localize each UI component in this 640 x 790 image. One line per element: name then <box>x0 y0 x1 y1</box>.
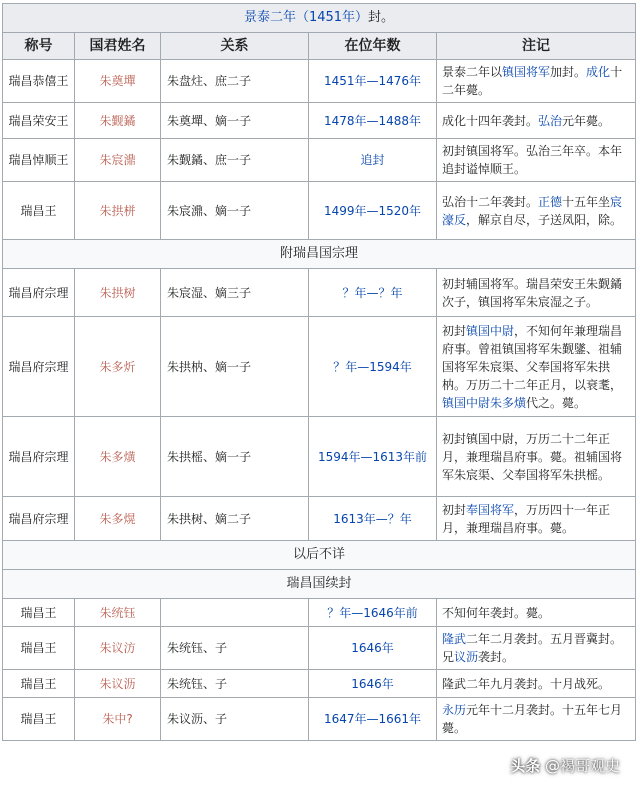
row-relation: 朱统钰、子 <box>161 670 309 698</box>
notes-text: 初封镇国中尉，万历二十二年正月，兼理瑞昌府事。薨。祖辅国将军朱宸渠、父奉国将军朱拱榣。 <box>442 431 623 482</box>
notes-link[interactable]: 镇国将军 <box>502 65 551 79</box>
header-years: 在位年数 <box>309 33 437 60</box>
notes-text: 初封辅国将军。瑞昌荣安王朱觐鐍次子，镇国将军朱宸湿之子。 <box>442 276 623 309</box>
row-title: 瑞昌悼顺王 <box>3 139 75 182</box>
row-notes <box>437 139 636 182</box>
notes-text: 袭封。 <box>478 650 515 664</box>
row-notes <box>437 698 636 741</box>
notes-text: 成化十四年袭封。 <box>442 113 539 128</box>
row-title: 瑞昌王 <box>3 670 75 698</box>
row-relation: 朱觐鐍、庶一子 <box>161 139 309 182</box>
row-relation: 朱拱树、嫡二子 <box>161 497 309 541</box>
header-row <box>3 33 636 60</box>
row-notes <box>437 627 636 670</box>
row-relation: 朱统钰、子 <box>161 627 309 670</box>
row-years: ？年—1594年 <box>309 317 437 417</box>
row-ruler-name[interactable]: 朱拱树 <box>75 269 161 317</box>
table-row <box>3 670 636 698</box>
section-row <box>3 570 636 599</box>
row-years: 1647年—1661年 <box>309 698 437 741</box>
table-row <box>3 60 636 103</box>
table-row <box>3 417 636 497</box>
row-relation: 朱宸湿、嫡三子 <box>161 269 309 317</box>
notes-text: 元年薨。 <box>562 113 611 128</box>
row-title: 瑞昌王 <box>3 627 75 670</box>
row-years: 1499年—1520年 <box>309 182 437 240</box>
row-ruler-name[interactable]: 朱拱栟 <box>75 182 161 240</box>
row-notes <box>437 670 636 698</box>
row-title: 瑞昌王 <box>3 698 75 741</box>
row-title: 瑞昌府宗理 <box>3 497 75 541</box>
row-notes <box>437 497 636 541</box>
notes-link[interactable]: 朱多熿 <box>490 395 527 410</box>
notes-text: 弘治十二年袭封。 <box>442 194 539 209</box>
section-row <box>3 541 636 570</box>
notes-text: ，解京自尽，子送凤阳，除。 <box>466 212 623 227</box>
header-title: 称号 <box>3 33 75 60</box>
main-rows <box>3 60 636 240</box>
table-row <box>3 139 636 182</box>
xufeng-rows <box>3 599 636 741</box>
notes-link[interactable]: 永历 <box>442 703 467 717</box>
table-row <box>3 182 636 240</box>
row-ruler-name[interactable]: 朱多熀 <box>75 497 161 541</box>
notes-text: 二年二月袭封。五月晋冀封。兄 <box>442 632 623 664</box>
row-ruler-name[interactable]: 朱议汸 <box>75 627 161 670</box>
row-years: 1451年—1476年 <box>309 60 437 103</box>
notes-text: 初封 <box>442 502 467 517</box>
row-relation: 朱奠墠、嫡一子 <box>161 103 309 139</box>
row-relation <box>161 599 309 627</box>
table-row <box>3 317 636 417</box>
row-title: 瑞昌府宗理 <box>3 269 75 317</box>
row-title: 瑞昌府宗理 <box>3 417 75 497</box>
row-years: 1594年—1613年前 <box>309 417 437 497</box>
row-ruler-name[interactable]: 朱奠墠 <box>75 60 161 103</box>
header-name: 国君姓名 <box>75 33 161 60</box>
table-row <box>3 698 636 741</box>
row-ruler-name[interactable]: 朱议沥 <box>75 670 161 698</box>
notes-text: 十二年薨。 <box>442 65 623 97</box>
row-notes <box>437 103 636 139</box>
row-years: 追封 <box>309 139 437 182</box>
notes-text: 加封。 <box>550 65 587 79</box>
row-title: 瑞昌荣安王 <box>3 103 75 139</box>
header-relation: 关系 <box>161 33 309 60</box>
row-years: 1646年 <box>309 670 437 698</box>
row-years: 1613年—？年 <box>309 497 437 541</box>
row-ruler-name[interactable]: 朱统钰 <box>75 599 161 627</box>
notes-text: 代之。薨。 <box>526 395 587 410</box>
notes-text: 隆武二年九月袭封。十月战死。 <box>442 676 611 691</box>
section-after: 以后不详 <box>3 541 636 570</box>
notes-link[interactable]: 奉国将军 <box>466 502 515 517</box>
notes-link[interactable]: 正德 <box>538 194 563 209</box>
row-notes <box>437 317 636 417</box>
watermark-handle: @褐哥观史 <box>544 757 620 775</box>
section-fuli: 附瑞昌国宗理 <box>3 240 636 269</box>
row-relation: 朱拱榣、嫡一子 <box>161 417 309 497</box>
notes-text: 元年十二月袭封。十五年七月薨。 <box>442 703 623 735</box>
notes-link[interactable]: 议沥 <box>454 650 479 664</box>
fief-table <box>2 3 636 741</box>
notes-text: ，万历四十一年正月，兼理瑞昌府事。薨。 <box>442 502 611 535</box>
caption-link[interactable]: 景泰二年（1451年） <box>243 10 369 25</box>
fuli-rows <box>3 269 636 541</box>
notes-link[interactable]: 镇国中尉 <box>466 323 515 338</box>
row-title: 瑞昌府宗理 <box>3 317 75 417</box>
notes-text: 初封 <box>442 323 467 338</box>
watermark-logo: 头条 <box>510 757 541 775</box>
caption-suffix: 封。 <box>368 10 395 25</box>
row-ruler-name[interactable]: 朱中? <box>75 698 161 741</box>
row-ruler-name[interactable]: 朱觐鐍 <box>75 103 161 139</box>
row-years: 1646年 <box>309 627 437 670</box>
table-row <box>3 103 636 139</box>
row-ruler-name[interactable]: 朱多熿 <box>75 417 161 497</box>
row-notes <box>437 417 636 497</box>
header-notes: 注记 <box>437 33 636 60</box>
row-relation: 朱议沥、子 <box>161 698 309 741</box>
row-notes <box>437 269 636 317</box>
row-notes <box>437 182 636 240</box>
row-notes <box>437 599 636 627</box>
row-ruler-name[interactable]: 朱多炘 <box>75 317 161 417</box>
notes-text: 不知何年袭封。薨。 <box>442 605 551 620</box>
row-ruler-name[interactable]: 朱宸濎 <box>75 139 161 182</box>
notes-link[interactable]: 隆武 <box>442 632 467 646</box>
table-caption <box>3 4 636 33</box>
notes-link[interactable]: 成化 <box>586 65 611 79</box>
row-years: ？年—1646年前 <box>309 599 437 627</box>
row-title: 瑞昌王 <box>3 182 75 240</box>
row-relation: 朱宸濎、嫡一子 <box>161 182 309 240</box>
notes-link[interactable]: 宸濠反 <box>442 194 623 227</box>
notes-text: 初封镇国将军。弘治三年卒。本年追封谥悼顺王。 <box>442 144 623 176</box>
table-row <box>3 497 636 541</box>
row-years: 1478年—1488年 <box>309 103 437 139</box>
section-row <box>3 240 636 269</box>
section-xufeng: 瑞昌国续封 <box>3 570 636 599</box>
notes-link[interactable]: 弘治 <box>538 113 563 128</box>
table-row <box>3 269 636 317</box>
row-years: ？年—？年 <box>309 269 437 317</box>
row-relation: 朱盘炷、庶二子 <box>161 60 309 103</box>
table-row <box>3 627 636 670</box>
notes-link[interactable]: 镇国中尉 <box>442 395 491 410</box>
watermark <box>510 755 620 776</box>
notes-text: ，不知何年兼理瑞昌府事。曾祖镇国将军朱觐鐆、祖辅国将军朱宸渠、父奉国将军朱拱枘。万历二十二年正月，以衰耄， <box>442 323 623 392</box>
row-title: 瑞昌王 <box>3 599 75 627</box>
table-row <box>3 599 636 627</box>
row-title: 瑞昌恭僖王 <box>3 60 75 103</box>
row-notes <box>437 60 636 103</box>
row-relation: 朱拱枘、嫡一子 <box>161 317 309 417</box>
notes-text: 十五年坐 <box>562 194 611 209</box>
notes-text: 景泰二年以 <box>442 65 503 79</box>
